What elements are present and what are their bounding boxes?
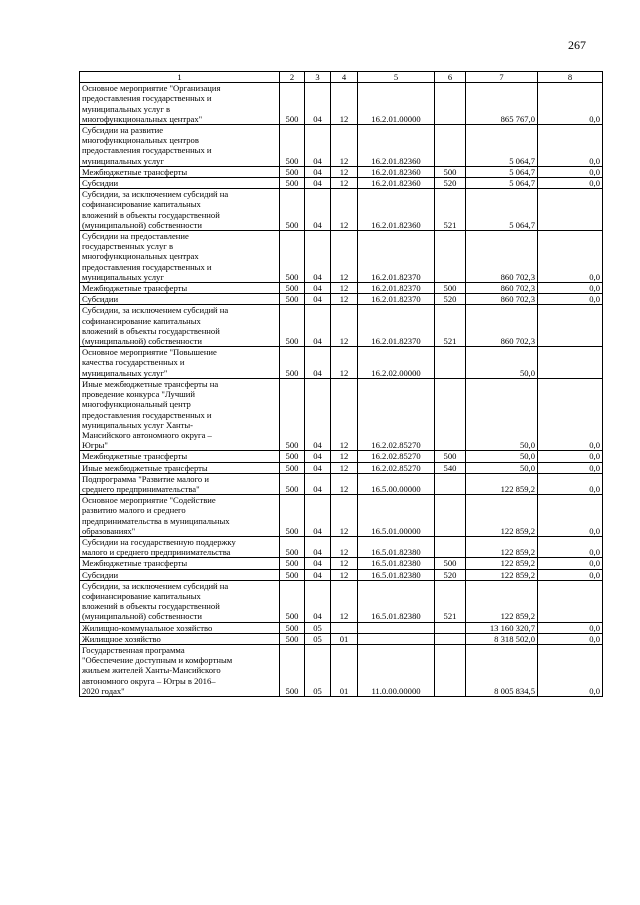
subsection-cell: 12	[331, 462, 358, 473]
row-name-cell: Межбюджетные трансферты	[80, 451, 280, 462]
row-name-cell: Субсидии	[80, 294, 280, 305]
gp-code-cell: 500	[280, 178, 305, 189]
table-row	[80, 473, 603, 494]
amount-extra-cell: 0,0	[538, 83, 603, 125]
table-row	[80, 633, 603, 644]
expense-type-cell: 500	[435, 283, 466, 294]
table-row	[80, 378, 603, 450]
gp-code-cell: 500	[280, 633, 305, 644]
amount-extra-cell	[538, 305, 603, 347]
section-cell: 04	[305, 283, 331, 294]
subsection-cell: 12	[331, 305, 358, 347]
amount-cell: 13 160 320,7	[466, 622, 538, 633]
gp-code-cell: 500	[280, 294, 305, 305]
expense-type-cell	[435, 622, 466, 633]
target-article-cell: 16.5.00.00000	[358, 473, 435, 494]
amount-extra-cell: 0,0	[538, 166, 603, 177]
amount-extra-cell: 0,0	[538, 495, 603, 537]
section-cell: 05	[305, 644, 331, 696]
amount-cell: 860 702,3	[466, 231, 538, 283]
target-article-cell: 16.2.01.82360	[358, 189, 435, 231]
budget-table	[79, 71, 603, 697]
subsection-cell: 01	[331, 644, 358, 696]
header-cell: 4	[331, 72, 358, 83]
amount-cell: 122 859,2	[466, 569, 538, 580]
section-cell: 04	[305, 536, 331, 557]
gp-code-cell: 500	[280, 347, 305, 379]
expense-type-cell: 521	[435, 189, 466, 231]
table-row	[80, 347, 603, 379]
expense-type-cell: 521	[435, 580, 466, 622]
table-row	[80, 305, 603, 347]
table-row	[80, 644, 603, 696]
gp-code-cell: 500	[280, 473, 305, 494]
target-article-cell: 16.2.02.00000	[358, 347, 435, 379]
amount-extra-cell: 0,0	[538, 378, 603, 450]
expense-type-cell	[435, 644, 466, 696]
expense-type-cell	[435, 83, 466, 125]
section-cell: 05	[305, 622, 331, 633]
subsection-cell: 12	[331, 569, 358, 580]
amount-cell: 122 859,2	[466, 536, 538, 557]
header-cell: 7	[466, 72, 538, 83]
gp-code-cell: 500	[280, 569, 305, 580]
table-header-row	[80, 72, 603, 83]
amount-extra-cell: 0,0	[538, 294, 603, 305]
expense-type-cell: 520	[435, 178, 466, 189]
amount-cell: 8 318 502,0	[466, 633, 538, 644]
section-cell: 04	[305, 569, 331, 580]
amount-cell: 50,0	[466, 378, 538, 450]
row-name-cell: Субсидии, за исключением субсидий на софинансирование капитальных вложений в объекты государственной (муниципальной) собственности	[80, 305, 280, 347]
row-name-cell: Субсидии, за исключением субсидий на софинансирование капитальных вложений в объекты государственной (муниципальной) собственности	[80, 580, 280, 622]
amount-cell: 5 064,7	[466, 189, 538, 231]
section-cell: 04	[305, 166, 331, 177]
subsection-cell: 12	[331, 473, 358, 494]
table-body	[80, 72, 603, 697]
header-cell: 6	[435, 72, 466, 83]
gp-code-cell: 500	[280, 644, 305, 696]
gp-code-cell: 500	[280, 283, 305, 294]
row-name-cell: Субсидии на развитие многофункциональных центров предоставления государственных и муниципальных услуг	[80, 125, 280, 167]
subsection-cell: 12	[331, 283, 358, 294]
row-name-cell: Межбюджетные трансферты	[80, 283, 280, 294]
header-cell: 2	[280, 72, 305, 83]
row-name-cell: Межбюджетные трансферты	[80, 166, 280, 177]
table-row	[80, 231, 603, 283]
gp-code-cell: 500	[280, 305, 305, 347]
row-name-cell: Основное мероприятие "Содействие развитию малого и среднего предпринимательства в муниципальных образованиях"	[80, 495, 280, 537]
gp-code-cell: 500	[280, 462, 305, 473]
gp-code-cell: 500	[280, 125, 305, 167]
table-row	[80, 83, 603, 125]
subsection-cell: 12	[331, 495, 358, 537]
expense-type-cell	[435, 633, 466, 644]
amount-cell: 122 859,2	[466, 473, 538, 494]
amount-extra-cell: 0,0	[538, 536, 603, 557]
gp-code-cell: 500	[280, 166, 305, 177]
table-row	[80, 462, 603, 473]
row-name-cell: Основное мероприятие "Организация предоставления государственных и муниципальных услуг в многофункциональных центрах"	[80, 83, 280, 125]
amount-cell: 122 859,2	[466, 580, 538, 622]
page-number: 267	[568, 38, 586, 52]
amount-cell: 122 859,2	[466, 558, 538, 569]
target-article-cell: 16.2.01.82370	[358, 305, 435, 347]
section-cell: 05	[305, 633, 331, 644]
subsection-cell: 12	[331, 580, 358, 622]
table-row	[80, 536, 603, 557]
table-row	[80, 283, 603, 294]
subsection-cell: 12	[331, 83, 358, 125]
section-cell: 04	[305, 462, 331, 473]
subsection-cell: 12	[331, 536, 358, 557]
subsection-cell: 01	[331, 633, 358, 644]
expense-type-cell: 500	[435, 451, 466, 462]
expense-type-cell: 500	[435, 558, 466, 569]
subsection-cell	[331, 622, 358, 633]
target-article-cell: 16.2.01.82370	[358, 283, 435, 294]
row-name-cell: Субсидии на предоставление государственных услуг в многофункциональных центрах предоставления государственных и муниципальных услуг	[80, 231, 280, 283]
amount-extra-cell	[538, 347, 603, 379]
section-cell: 04	[305, 178, 331, 189]
gp-code-cell: 500	[280, 83, 305, 125]
target-article-cell: 16.5.01.82380	[358, 569, 435, 580]
expense-type-cell	[435, 125, 466, 167]
section-cell: 04	[305, 83, 331, 125]
table-row	[80, 495, 603, 537]
section-cell: 04	[305, 305, 331, 347]
gp-code-cell: 500	[280, 451, 305, 462]
gp-code-cell: 500	[280, 622, 305, 633]
section-cell: 04	[305, 451, 331, 462]
row-name-cell: Межбюджетные трансферты	[80, 558, 280, 569]
amount-extra-cell: 0,0	[538, 622, 603, 633]
row-name-cell: Субсидии	[80, 569, 280, 580]
table-row	[80, 580, 603, 622]
header-cell: 5	[358, 72, 435, 83]
amount-cell: 50,0	[466, 451, 538, 462]
expense-type-cell	[435, 473, 466, 494]
target-article-cell: 16.2.02.85270	[358, 378, 435, 450]
amount-extra-cell: 0,0	[538, 644, 603, 696]
table-row	[80, 569, 603, 580]
header-cell: 1	[80, 72, 280, 83]
target-article-cell: 16.2.01.82360	[358, 178, 435, 189]
target-article-cell: 16.5.01.00000	[358, 495, 435, 537]
target-article-cell: 16.2.01.82370	[358, 294, 435, 305]
expense-type-cell	[435, 495, 466, 537]
amount-extra-cell: 0,0	[538, 283, 603, 294]
amount-extra-cell: 0,0	[538, 231, 603, 283]
section-cell: 04	[305, 294, 331, 305]
expense-type-cell	[435, 231, 466, 283]
row-name-cell: Жилищное хозяйство	[80, 633, 280, 644]
amount-cell: 860 702,3	[466, 305, 538, 347]
expense-type-cell: 520	[435, 569, 466, 580]
amount-extra-cell	[538, 580, 603, 622]
amount-extra-cell: 0,0	[538, 125, 603, 167]
amount-cell: 5 064,7	[466, 178, 538, 189]
gp-code-cell: 500	[280, 189, 305, 231]
target-article-cell: 16.2.02.85270	[358, 451, 435, 462]
amount-extra-cell: 0,0	[538, 473, 603, 494]
target-article-cell: 16.5.01.82380	[358, 580, 435, 622]
row-name-cell: Подпрограмма "Развитие малого и среднего предпринимательства"	[80, 473, 280, 494]
table-row	[80, 451, 603, 462]
table-row	[80, 178, 603, 189]
row-name-cell: Субсидии на государственную поддержку малого и среднего предпринимательства	[80, 536, 280, 557]
subsection-cell: 12	[331, 378, 358, 450]
target-article-cell: 16.2.01.82370	[358, 231, 435, 283]
amount-cell: 50,0	[466, 462, 538, 473]
header-cell: 3	[305, 72, 331, 83]
subsection-cell: 12	[331, 189, 358, 231]
target-article-cell: 11.0.00.00000	[358, 644, 435, 696]
section-cell: 04	[305, 231, 331, 283]
target-article-cell: 16.5.01.82380	[358, 536, 435, 557]
section-cell: 04	[305, 558, 331, 569]
expense-type-cell: 540	[435, 462, 466, 473]
table-row	[80, 125, 603, 167]
amount-cell: 122 859,2	[466, 495, 538, 537]
table-row	[80, 622, 603, 633]
target-article-cell: 16.2.01.82360	[358, 125, 435, 167]
subsection-cell: 12	[331, 178, 358, 189]
subsection-cell: 12	[331, 294, 358, 305]
amount-extra-cell: 0,0	[538, 633, 603, 644]
amount-extra-cell: 0,0	[538, 569, 603, 580]
table-row	[80, 558, 603, 569]
gp-code-cell: 500	[280, 495, 305, 537]
amount-extra-cell	[538, 189, 603, 231]
row-name-cell: Жилищно-коммунальное хозяйство	[80, 622, 280, 633]
header-cell: 8	[538, 72, 603, 83]
subsection-cell: 12	[331, 451, 358, 462]
subsection-cell: 12	[331, 166, 358, 177]
amount-cell: 865 767,0	[466, 83, 538, 125]
table-row	[80, 189, 603, 231]
section-cell: 04	[305, 125, 331, 167]
subsection-cell: 12	[331, 231, 358, 283]
subsection-cell: 12	[331, 125, 358, 167]
target-article-cell: 16.2.01.82360	[358, 166, 435, 177]
amount-extra-cell: 0,0	[538, 462, 603, 473]
gp-code-cell: 500	[280, 580, 305, 622]
gp-code-cell: 500	[280, 231, 305, 283]
row-name-cell: Субсидии	[80, 178, 280, 189]
target-article-cell: 16.5.01.82380	[358, 558, 435, 569]
row-name-cell: Иные межбюджетные трансферты	[80, 462, 280, 473]
section-cell: 04	[305, 580, 331, 622]
expense-type-cell	[435, 536, 466, 557]
table-row	[80, 166, 603, 177]
expense-type-cell	[435, 378, 466, 450]
amount-cell: 860 702,3	[466, 283, 538, 294]
section-cell: 04	[305, 378, 331, 450]
amount-extra-cell: 0,0	[538, 451, 603, 462]
row-name-cell: Основное мероприятие "Повышение качества государственных и муниципальных услуг"	[80, 347, 280, 379]
subsection-cell: 12	[331, 347, 358, 379]
amount-cell: 50,0	[466, 347, 538, 379]
gp-code-cell: 500	[280, 378, 305, 450]
section-cell: 04	[305, 347, 331, 379]
row-name-cell: Субсидии, за исключением субсидий на софинансирование капитальных вложений в объекты государственной (муниципальной) собственности	[80, 189, 280, 231]
target-article-cell: 16.2.01.00000	[358, 83, 435, 125]
gp-code-cell: 500	[280, 558, 305, 569]
section-cell: 04	[305, 495, 331, 537]
target-article-cell: 16.2.02.85270	[358, 462, 435, 473]
section-cell: 04	[305, 189, 331, 231]
gp-code-cell: 500	[280, 536, 305, 557]
amount-extra-cell: 0,0	[538, 558, 603, 569]
expense-type-cell: 500	[435, 166, 466, 177]
target-article-cell	[358, 633, 435, 644]
amount-extra-cell: 0,0	[538, 178, 603, 189]
amount-cell: 5 064,7	[466, 125, 538, 167]
amount-cell: 860 702,3	[466, 294, 538, 305]
expense-type-cell: 521	[435, 305, 466, 347]
row-name-cell: Иные межбюджетные трансферты на проведение конкурса "Лучший многофункциональный центр предоставления государственных и муниципальных услуг Ханты- Мансийского автономного округа – Югры"	[80, 378, 280, 450]
amount-cell: 8 005 834,5	[466, 644, 538, 696]
section-cell: 04	[305, 473, 331, 494]
subsection-cell: 12	[331, 558, 358, 569]
row-name-cell: Государственная программа "Обеспечение доступным и комфортным жильем жителей Ханты-Мансийского автономного округа – Югры в 2016– 2020 годах"	[80, 644, 280, 696]
expense-type-cell: 520	[435, 294, 466, 305]
amount-cell: 5 064,7	[466, 166, 538, 177]
table-row	[80, 294, 603, 305]
expense-type-cell	[435, 347, 466, 379]
target-article-cell	[358, 622, 435, 633]
